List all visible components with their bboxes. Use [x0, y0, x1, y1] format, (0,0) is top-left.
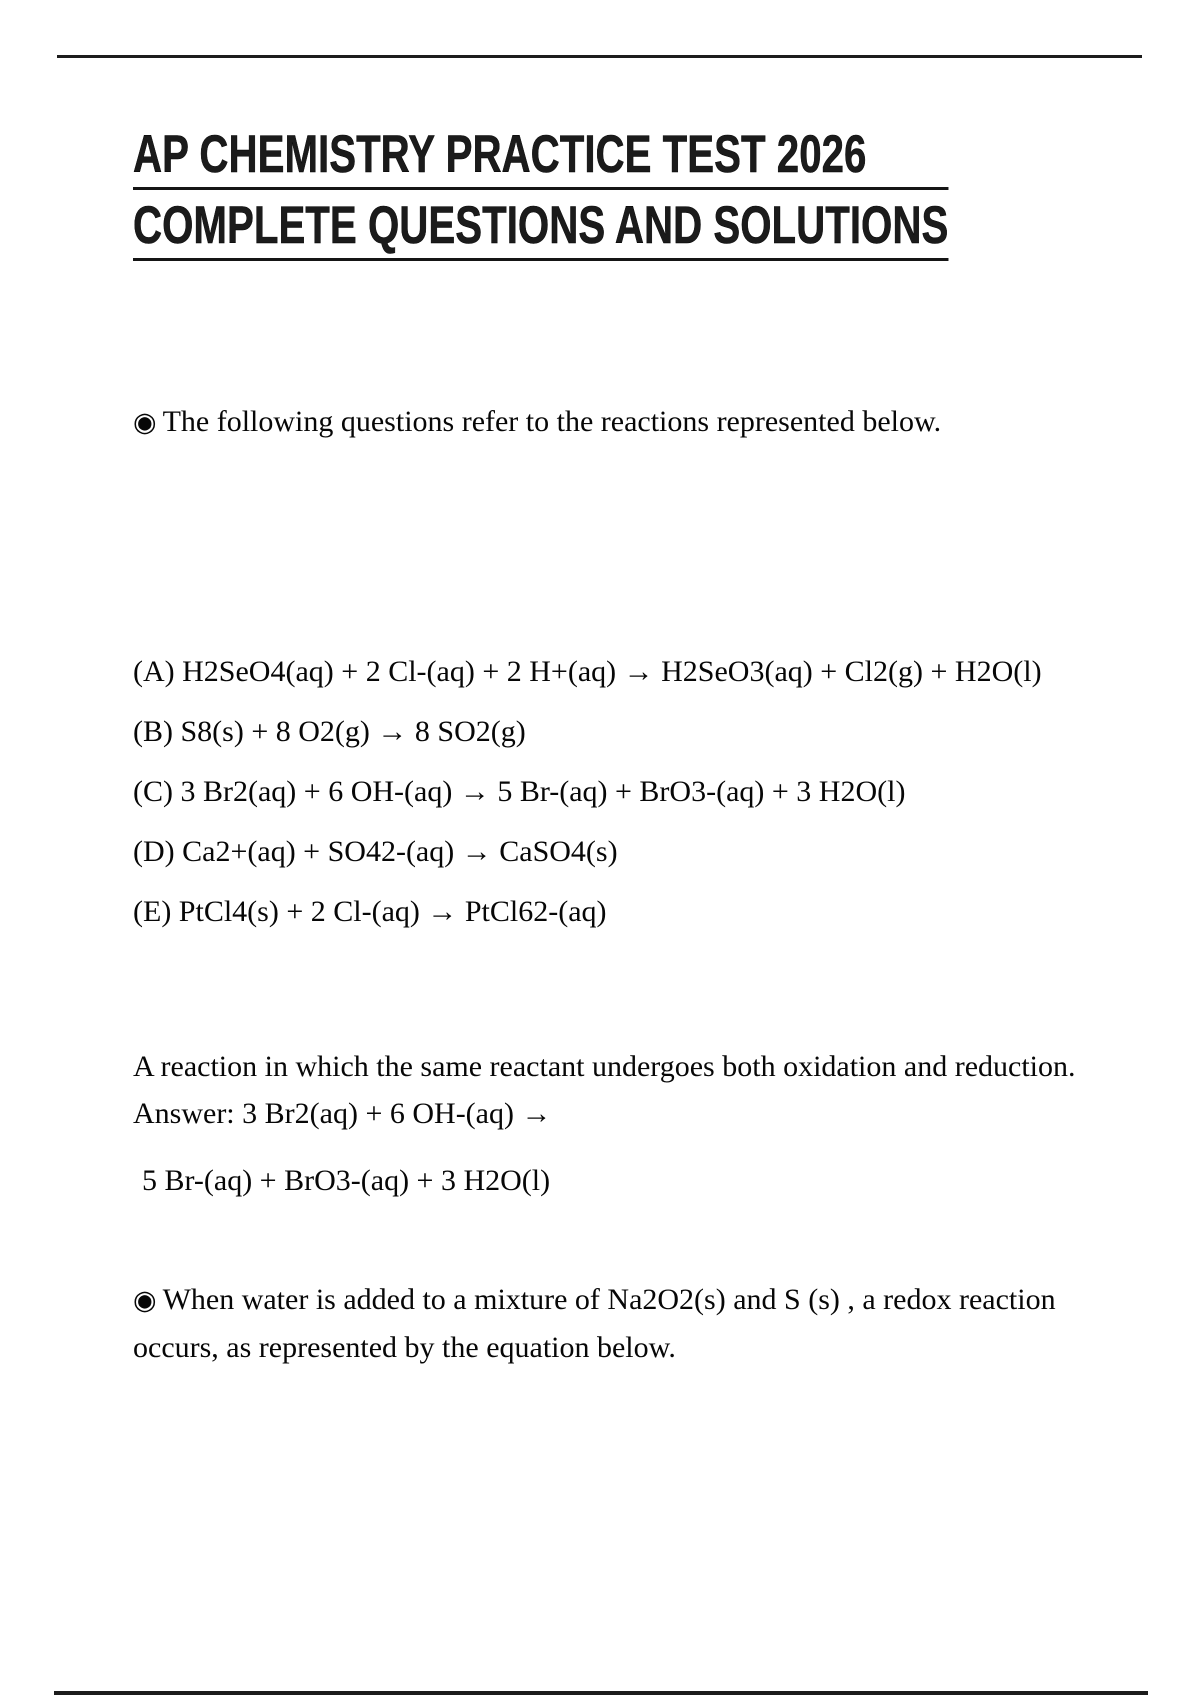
question2-section [133, 1276, 1081, 1384]
reaction-a: (A) H2SeO4(aq) + 2 Cl-(aq) + 2 H+(aq) → H2SeO3(aq) + Cl2(g) + H2O(l) [133, 655, 1042, 688]
bullet-icon: ◉ [133, 407, 157, 438]
document-title [133, 125, 1200, 261]
answer-text: A reaction in which the same reactant undergoes both oxidation and reduction. Answer: 3 Br2(aq) + 6 OH-(aq) → [133, 1050, 1076, 1130]
reaction-b: (B) S8(s) + 8 O2(g) → 8 SO2(g) [133, 715, 526, 748]
intro-paragraph [133, 398, 1081, 446]
bullet-icon: ◉ [133, 1285, 157, 1316]
answer-continued [133, 1157, 1081, 1217]
reaction-c: (C) 3 Br2(aq) + 6 OH-(aq) → 5 Br-(aq) + BrO3-(aq) + 3 H2O(l) [133, 775, 906, 808]
title-line-2: COMPLETE QUESTIONS AND SOLUTIONS [133, 199, 948, 261]
question2-text: When water is added to a mixture of Na2O2(s) and S (s) , a redox reaction occurs, as represented by the equation below. [133, 1283, 1056, 1364]
title-line-1: AP CHEMISTRY PRACTICE TEST 2026 [133, 128, 948, 190]
question2-paragraph [133, 1276, 1081, 1371]
intro-text: The following questions refer to the reactions represented below. [162, 405, 942, 438]
reaction-list [133, 648, 1081, 948]
header-rule [57, 55, 1142, 58]
footer-rule [54, 1691, 1148, 1695]
answer-section [133, 1043, 1081, 1150]
reaction-d: (D) Ca2+(aq) + SO42-(aq) → CaSO4(s) [133, 835, 618, 868]
answer-equation: 5 Br-(aq) + BrO3-(aq) + 3 H2O(l) [142, 1164, 551, 1197]
reaction-e: (E) PtCl4(s) + 2 Cl-(aq) → PtCl62-(aq) [133, 895, 607, 928]
intro-section [133, 398, 1081, 459]
